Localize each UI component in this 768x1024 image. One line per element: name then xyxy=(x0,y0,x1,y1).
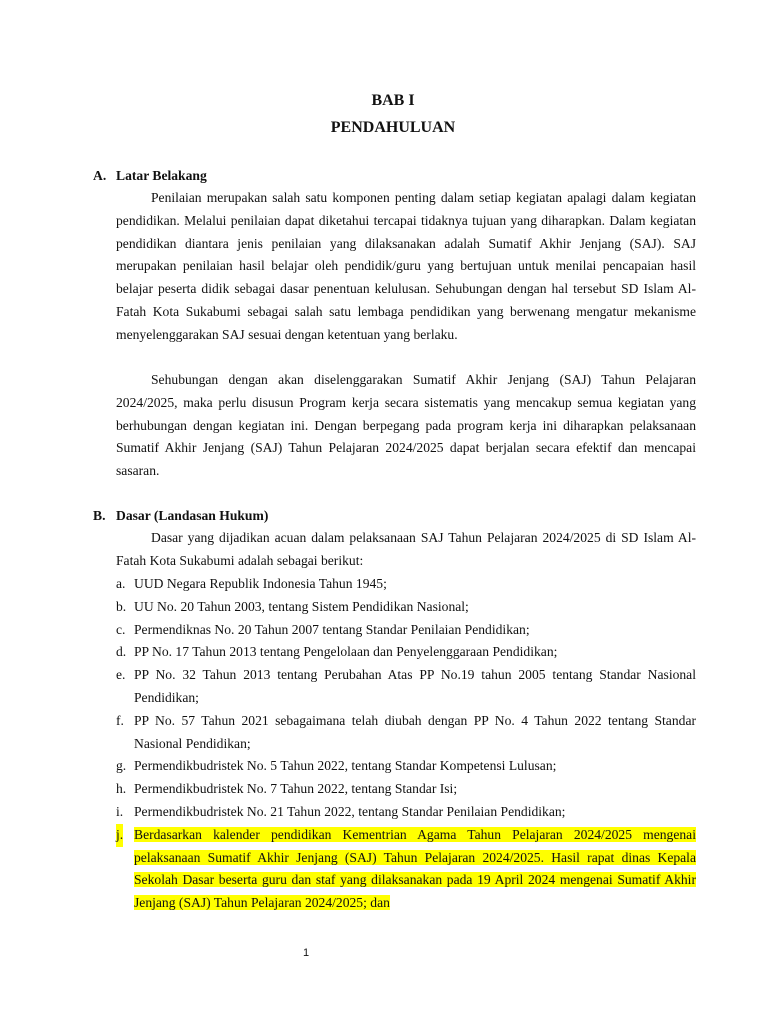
page-number: 1 xyxy=(302,947,310,959)
list-item xyxy=(116,573,696,596)
list-item xyxy=(116,755,696,778)
section-b-intro-text: Dasar yang dijadikan acuan dalam pelaksanaan SAJ Tahun Pelajaran 2024/2025 di SD Islam Al-Fatah Kota Sukabumi adalah sebagai berikut: xyxy=(116,530,696,568)
list-item-text: Permendiknas No. 20 Tahun 2007 tentang Standar Penilaian Pendidikan; xyxy=(134,621,530,637)
list-item xyxy=(116,801,696,824)
list-item xyxy=(116,641,696,664)
list-item-marker: d. xyxy=(116,644,127,660)
legal-basis-list xyxy=(116,573,696,915)
section-a-title: Latar Belakang xyxy=(116,168,207,183)
section-a-letter: A. xyxy=(93,168,107,183)
list-item-marker: g. xyxy=(116,758,127,774)
list-item-text: Permendikbudristek No. 7 Tahun 2022, tentang Standar Isi; xyxy=(134,781,458,797)
section-b-intro xyxy=(116,527,696,573)
list-item xyxy=(116,710,696,756)
list-item-text: PP No. 32 Tahun 2013 tentang Perubahan Atas PP No.19 tahun 2005 tentang Standar Nasional Pendidikan; xyxy=(134,667,696,705)
list-item-text: Berdasarkan kalender pendidikan Kementrian Agama Tahun Pelajaran 2024/2025 mengenai pelaksanaan Sumatif Akhir Jenjang (SAJ) Tahun Pelajaran 2024/2025. Hasil rapat dinas Kepala Sekolah Dasar beserta guru dan staf yang dilaksanakan pada 19 April 2024 mengenai Sumatif Akhir Jenjang (SAJ) Tahun Pelajaran 2024/2025; dan xyxy=(134,826,696,911)
list-item xyxy=(116,619,696,642)
section-a-heading xyxy=(93,168,207,184)
section-a-paragraph-2 xyxy=(116,369,696,483)
chapter-number: BAB I xyxy=(371,92,415,109)
list-item-marker: h. xyxy=(116,781,127,797)
list-item-marker: c. xyxy=(116,621,126,637)
section-b-title: Dasar (Landasan Hukum) xyxy=(116,508,269,523)
list-item-marker: b. xyxy=(116,598,127,614)
list-item-text: UU No. 20 Tahun 2003, tentang Sistem Pendidikan Nasional; xyxy=(134,598,469,614)
section-a-paragraph-2-text: Sehubungan dengan akan diselenggarakan Sumatif Akhir Jenjang (SAJ) Tahun Pelajaran 2024/2025, maka perlu disusun Program kerja secara sistematis yang mencakup semua kegiatan yang berhubungan dengan kegiatan ini. Dengan berpegang pada program kerja ini diharapkan pelaksanaan Sumatif Akhir Jenjang (SAJ) Tahun Pelajaran 2024/2025 dapat berjalan secara efektif dan mencapai sasaran. xyxy=(116,372,696,479)
list-item-marker: e. xyxy=(116,667,126,683)
list-item-text: PP No. 17 Tahun 2013 tentang Pengelolaan dan Penyelenggaraan Pendidikan; xyxy=(134,644,558,660)
list-item xyxy=(116,596,696,619)
list-item-text: Permendikbudristek No. 21 Tahun 2022, tentang Standar Penilaian Pendidikan; xyxy=(134,803,566,819)
list-item-highlighted xyxy=(116,824,696,915)
list-item-marker: a. xyxy=(116,576,126,591)
section-b-heading xyxy=(93,508,268,524)
section-a-paragraph-1 xyxy=(116,187,696,347)
list-item-marker: f. xyxy=(116,712,124,728)
list-item-text: PP No. 57 Tahun 2021 sebagaimana telah diubah dengan PP No. 4 Tahun 2022 tentang Standar Nasional Pendidikan; xyxy=(134,712,696,751)
list-item-text: Permendikbudristek No. 5 Tahun 2022, tentang Standar Kompetensi Lulusan; xyxy=(134,758,557,774)
list-item-marker: i. xyxy=(116,803,124,819)
section-b-letter: B. xyxy=(93,508,106,523)
list-item xyxy=(116,664,696,710)
list-item-text: UUD Negara Republik Indonesia Tahun 1945; xyxy=(134,576,387,591)
section-a-paragraph-1-text: Penilaian merupakan salah satu komponen penting dalam setiap kegiatan apalagi dalam kegiatan pendidikan. Melalui penilaian dapat diketahui tercapai tidaknya tujuan yang diharapkan. Dalam kegiatan pendidikan diantara jenis penilaian yang dilaksanakan adalah Sumatif Akhir Jenjang (SAJ). SAJ merupakan penilaian hasil belajar oleh pendidik/guru yang bertujuan untuk menilai pencapaian hasil belajar peserta didik sebagai dasar penentuan kelulusan. Sehubungan dengan hal tersebut SD Islam Al-Fatah Kota Sukabumi sebagai salah satu lembaga pendidikan yang berwenang mengatur mekanisme menyelenggarakan SAJ sesuai dengan ketentuan yang berlaku. xyxy=(116,190,696,342)
list-item xyxy=(116,778,696,801)
chapter-title: PENDAHULUAN xyxy=(330,119,456,136)
list-item-marker: j. xyxy=(116,824,123,847)
